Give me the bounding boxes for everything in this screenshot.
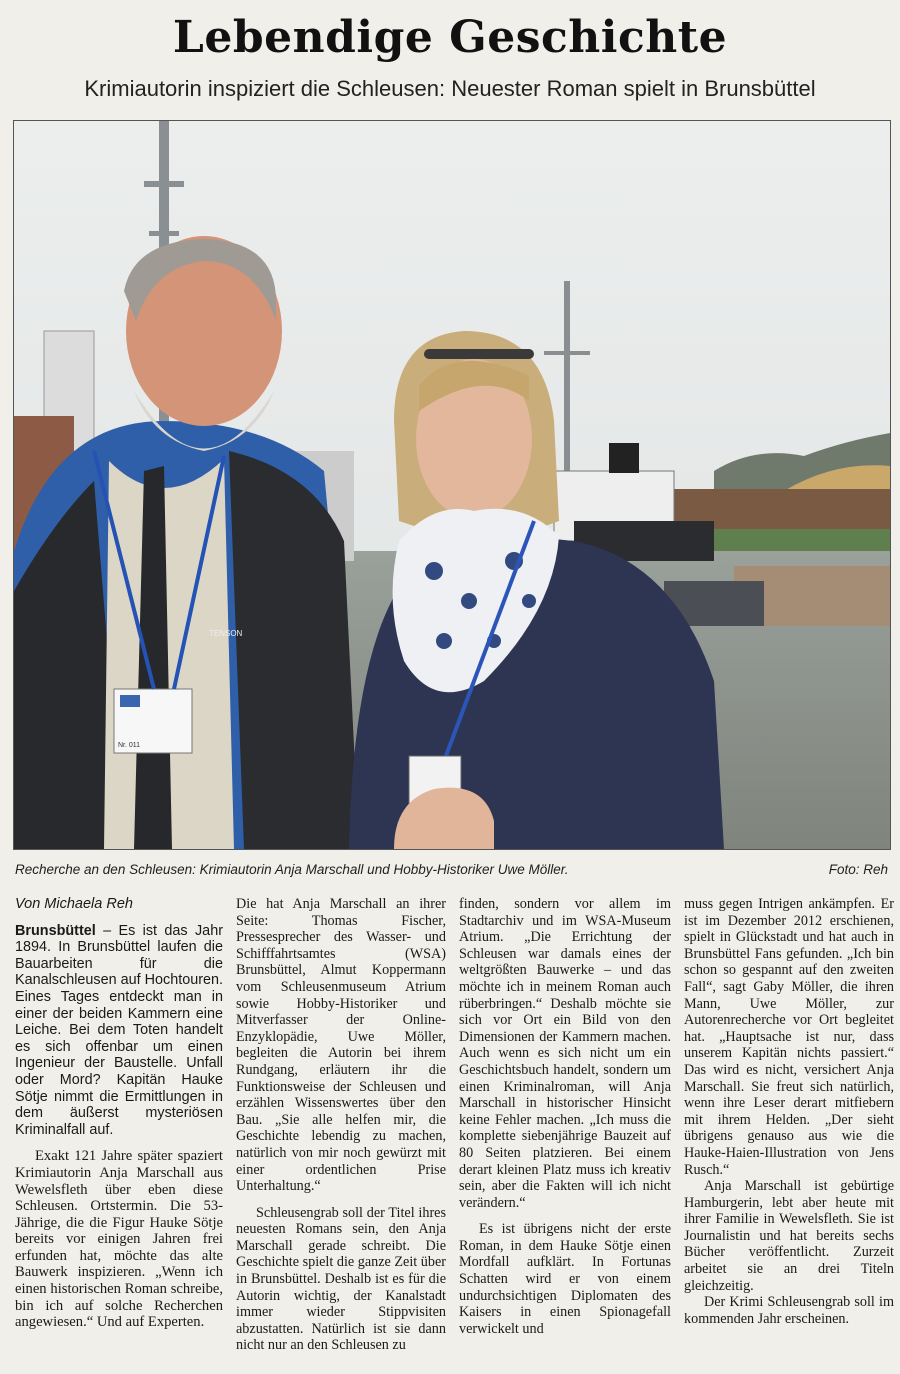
paragraph: finden, sondern vor allem im Stadtarchiv und im WSA-Museum Atrium. „Die Errichtung der Schleusen war damals eines der weltgrößten Bauwerke – und das möchte ich in meinem Roman auch rüberbringen.“ Deshalb möchte sie sich vor Ort ein Bild von den Dimensionen der Kammern machen. Auch wenn es sich nicht um ein Geschichtsbuch handelt, sondern um einen Kriminalroman, will Anja Marschall in historischer Hinsicht keine Fehler machen. „Ich muss die komplette siebenjährige Bauzeit auf 80 Seiten platzieren. Bei einem derart kleinen Platz muss ich kreativ sein, aber die Fakten will ich nicht verändern.“: [459, 896, 671, 1211]
paragraph: Der Krimi Schleusengrab soll im kommenden Jahr erscheinen.: [684, 1294, 894, 1327]
lead-text: – Es ist das Jahr 1894. In Brunsbüttel laufen die Bauarbeiten für die Kanalschleusen auf Hochtouren. Eines Tages entdeckt man in einer der beiden Kammern eine Leiche. Bei dem Toten handelt es sich offenbar um einen Ingenieur der Baustelle. Unfall oder Mord? Kapitän Hauke Sötje nimmt die Ermittlungen in dem äußerst mysteriösen Kriminalfall auf.: [15, 922, 223, 1138]
paragraph: Es ist übrigens nicht der erste Roman, in dem Hauke Sötje einen Mordfall aufklärt. In Fortunas Schatten wird er von einem undurchsichtigen Diplomaten des Kaisers in einen Spionagefall verwickelt und: [459, 1221, 671, 1337]
svg-text:Nr. 011: Nr. 011: [118, 742, 141, 749]
paragraph: muss gegen Intrigen ankämpfen. Er ist im Dezember 2012 erschienen, spielt in Glückstadt und hat auch in Brunsbüttel Fans gefunden. „Ich bin schon so gespannt auf den zweiten Fall“, sagt Gaby Möller, die ihren Mann, Uwe Möller, zur Autorenrecherche vor Ort begleitet hat. „Hauptsache ist nur, dass unserem Kapitän nichts passiert.“ Das wird es nicht, versichert Anja Marschall. Sie freut sich natürlich, wenn ihre Leser derart mitfiebern mit ihrem Helden. „Der sieht übrigens genauso aus wie die Hauke-Haien-Illustration von Jens Rusch.“: [684, 896, 894, 1178]
svg-text:TENSON: TENSON: [209, 629, 243, 638]
photo-credit: Foto: Reh: [828, 862, 888, 877]
byline: Von Michaela Reh: [15, 896, 133, 912]
column-1: [15, 896, 223, 1366]
paragraph: Exakt 121 Jahre später spaziert Krimiautorin Anja Marschall aus Wewelsfleth über eben diese Schleusen. Ortstermin. Die 53-Jährige, die die Figur Hauke Sötje bereits vor einigen Jahren frei erfunden hat, möchte das alte Bauwerk inspizieren. „Wenn ich einen historischen Roman schreibe, bin ich auf solche Recherchen angewiesen.“ Und auf Experten.: [15, 1148, 223, 1331]
dateline: Brunsbüttel: [15, 922, 96, 939]
column-3: [459, 896, 671, 1366]
lead-paragraph: [15, 923, 223, 1139]
headline: Lebendige Geschichte: [172, 12, 728, 63]
subheadline: Krimiautorin inspiziert die Schleusen: Neuester Roman spielt in Brunsbüttel: [84, 76, 816, 101]
photo-caption: Recherche an den Schleusen: Krimiautorin Anja Marschall und Hobby-Historiker Uwe Möller.: [15, 862, 569, 877]
paragraph: Anja Marschall ist gebürtige Hamburgerin, lebt aber heute mit ihrer Familie in Wewelsfleth. Sie ist Journalistin und hat bereits sechs Bücher veröffentlicht. Zurzeit arbeitet sie an drei Titeln gleichzeitig.: [684, 1178, 894, 1294]
paragraph: Schleusengrab soll der Titel ihres neuesten Romans sein, den Anja Marschall gerade schreibt. Die Geschichte spielt die ganze Zeit über in Brunsbüttel. Deshalb ist es für die Autorin wichtig, der Kanalstadt immer wieder Stippvisiten abzustatten. Natürlich ist sie dann nicht nur an den Schleusen zu: [236, 1204, 446, 1354]
column-2: [236, 896, 446, 1366]
article-photo: [13, 120, 891, 850]
paragraph: Die hat Anja Marschall an ihrer Seite: Thomas Fischer, Pressesprecher des Wasser- und Schifffahrtsamtes (WSA) Brunsbüttel, Almut Koppermann vom Schleusenmuseum Atrium sowie Hobby-Historiker und Mitverfasser der Online-Enzyklopädie, Uwe Möller, begleiten die Autorin bei ihrem Rundgang, erläutern ihr die Funktionsweise der Schleusen und erzählen Wissenswertes über den Bau. „Sie alle helfen mir, die Geschichte lebendig zu machen, natürlich von mir noch gewürzt mit einer ordentlichen Prise Unterhaltung.“: [236, 896, 446, 1195]
column-4: [684, 896, 894, 1366]
